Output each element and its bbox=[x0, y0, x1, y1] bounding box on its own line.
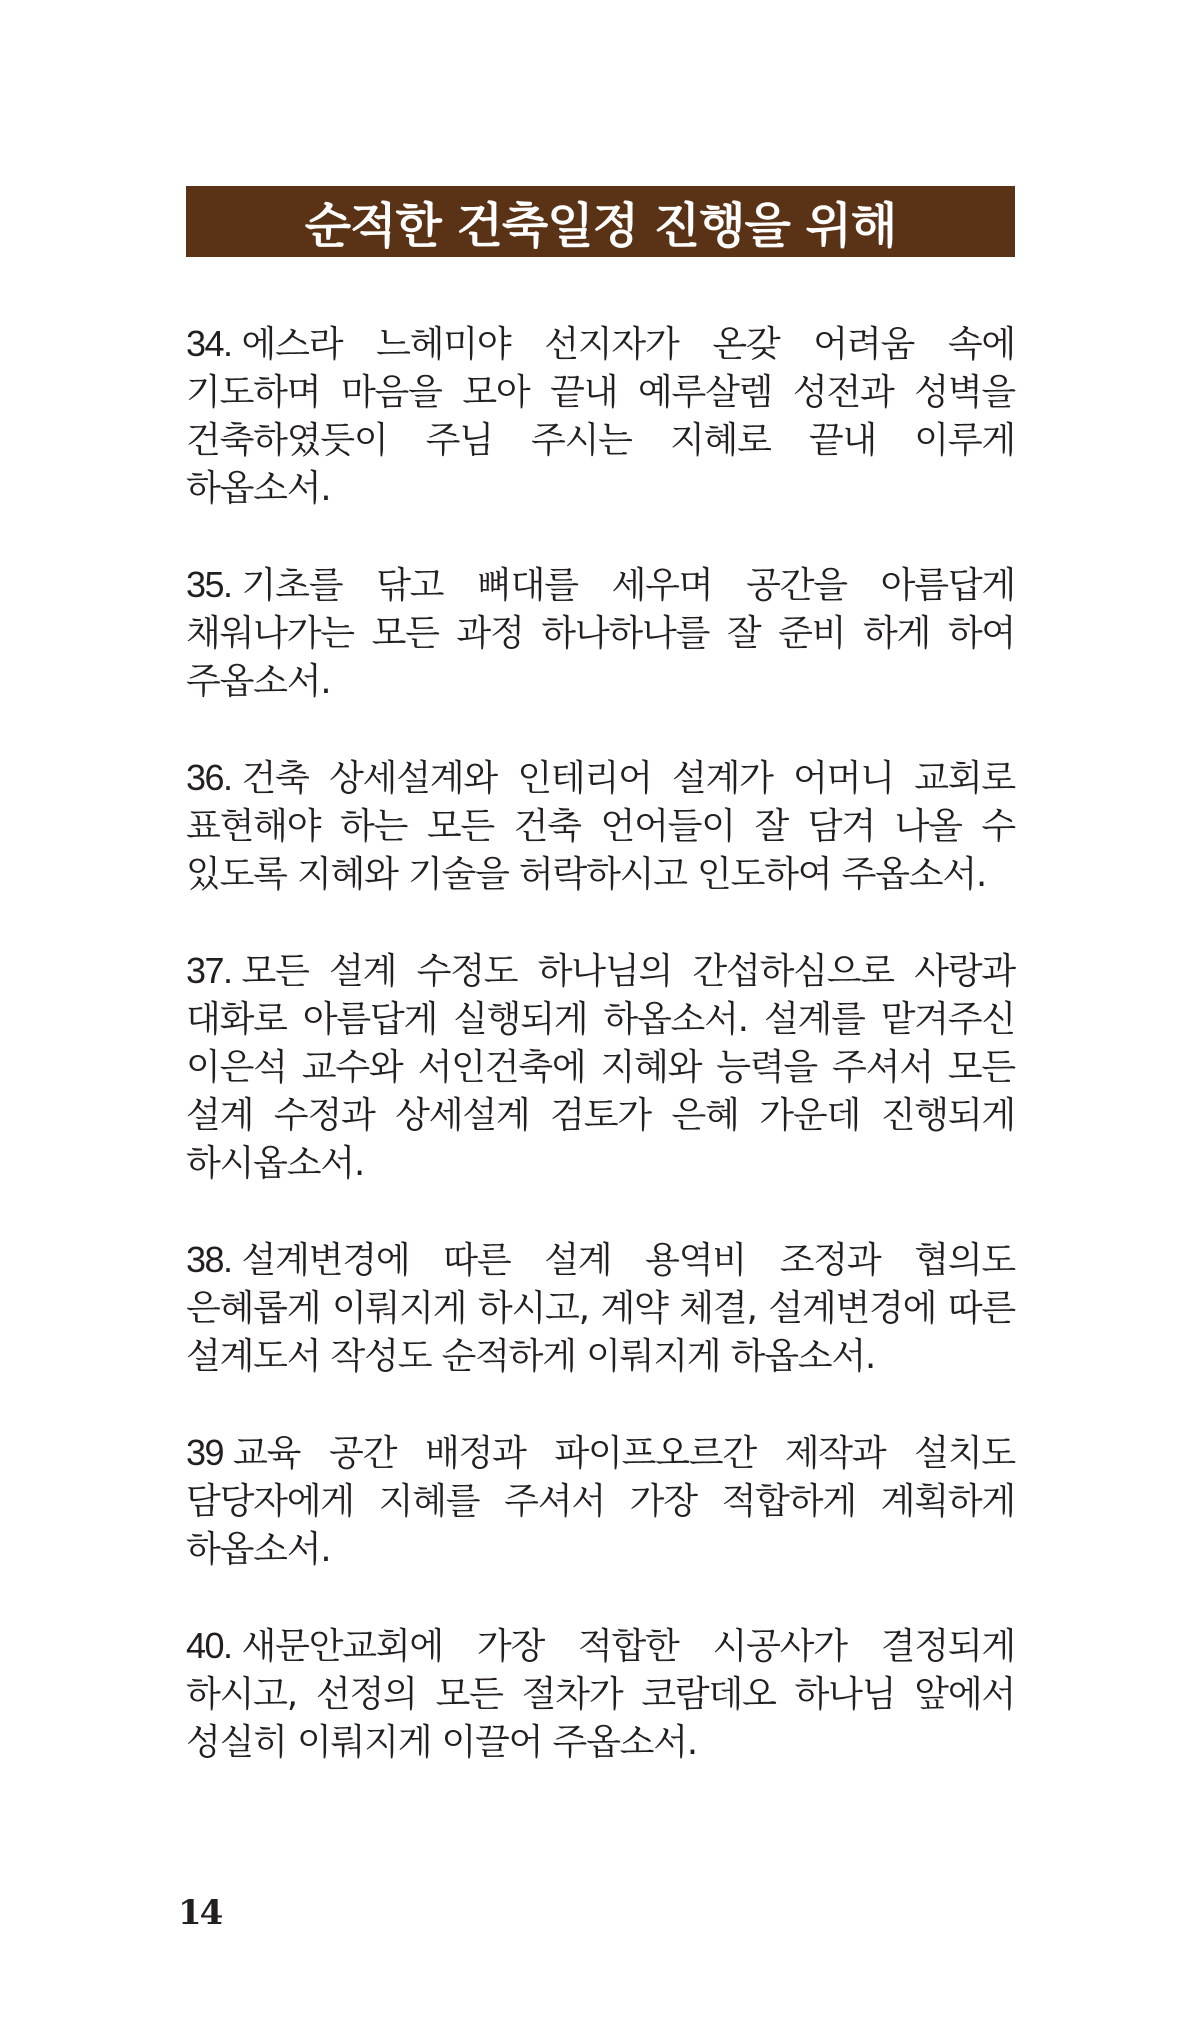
prayer-text: 기초를 닦고 뼈대를 세우며 공간을 아름답게 채워나가는 모든 과정 하나하나를 잘 준비 하게 하여 주옵소서. bbox=[186, 565, 1015, 702]
prayer-text: 새문안교회에 가장 적합한 시공사가 결정되게 하시고, 선정의 모든 절차가 코람데오 하나님 앞에서 성실히 이뤄지게 이끌어 주옵소서. bbox=[186, 1626, 1015, 1763]
prayer-number: 40. bbox=[186, 1625, 232, 1666]
prayer-item-34 bbox=[186, 320, 1015, 513]
prayer-item-36 bbox=[186, 754, 1015, 899]
prayer-text: 교육 공간 배정과 파이프오르간 제작과 설치도 담당자에게 지혜를 주셔서 가장 적합하게 계획하게 하옵소서. bbox=[186, 1433, 1015, 1570]
prayer-number: 35. bbox=[186, 564, 232, 605]
prayer-item-37 bbox=[186, 947, 1015, 1188]
prayer-text: 건축 상세설계와 인테리어 설계가 어머니 교회로 표현해야 하는 모든 건축 언어들이 잘 담겨 나올 수 있도록 지혜와 기술을 허락하시고 인도하여 주옵소서. bbox=[186, 758, 1015, 895]
prayer-item-38 bbox=[186, 1236, 1015, 1381]
prayer-text: 설계변경에 따른 설계 용역비 조정과 협의도 은혜롭게 이뤄지게 하시고, 계약 체결, 설계변경에 따른 설계도서 작성도 순적하게 이뤄지게 하옵소서. bbox=[186, 1240, 1015, 1377]
prayer-number: 38. bbox=[186, 1239, 232, 1280]
section-title: 순적한 건축일정 진행을 위해 bbox=[304, 198, 897, 254]
prayer-item-35 bbox=[186, 561, 1015, 706]
prayer-list bbox=[186, 320, 1015, 1815]
prayer-item-40 bbox=[186, 1622, 1015, 1767]
prayer-number: 34. bbox=[186, 323, 232, 364]
prayer-text: 에스라 느헤미야 선지자가 온갖 어려움 속에 기도하며 마음을 모아 끝내 예루살렘 성전과 성벽을 건축하였듯이 주님 주시는 지혜로 끝내 이루게 하옵소서. bbox=[186, 324, 1015, 509]
prayer-number: 39 bbox=[186, 1432, 224, 1473]
section-header-bar bbox=[186, 186, 1015, 257]
page-number: 14 bbox=[178, 1893, 222, 1933]
prayer-text: 모든 설계 수정도 하나님의 간섭하심으로 사랑과 대화로 아름답게 실행되게 하옵소서. 설계를 맡겨주신 이은석 교수와 서인건축에 지혜와 능력을 주셔서 모든 설계 수정과 상세설계 검토가 은혜 가운데 진행되게 하시옵소서. bbox=[186, 951, 1015, 1184]
prayer-number: 36. bbox=[186, 757, 232, 798]
prayer-number: 37. bbox=[186, 950, 232, 991]
prayer-item-39 bbox=[186, 1429, 1015, 1574]
